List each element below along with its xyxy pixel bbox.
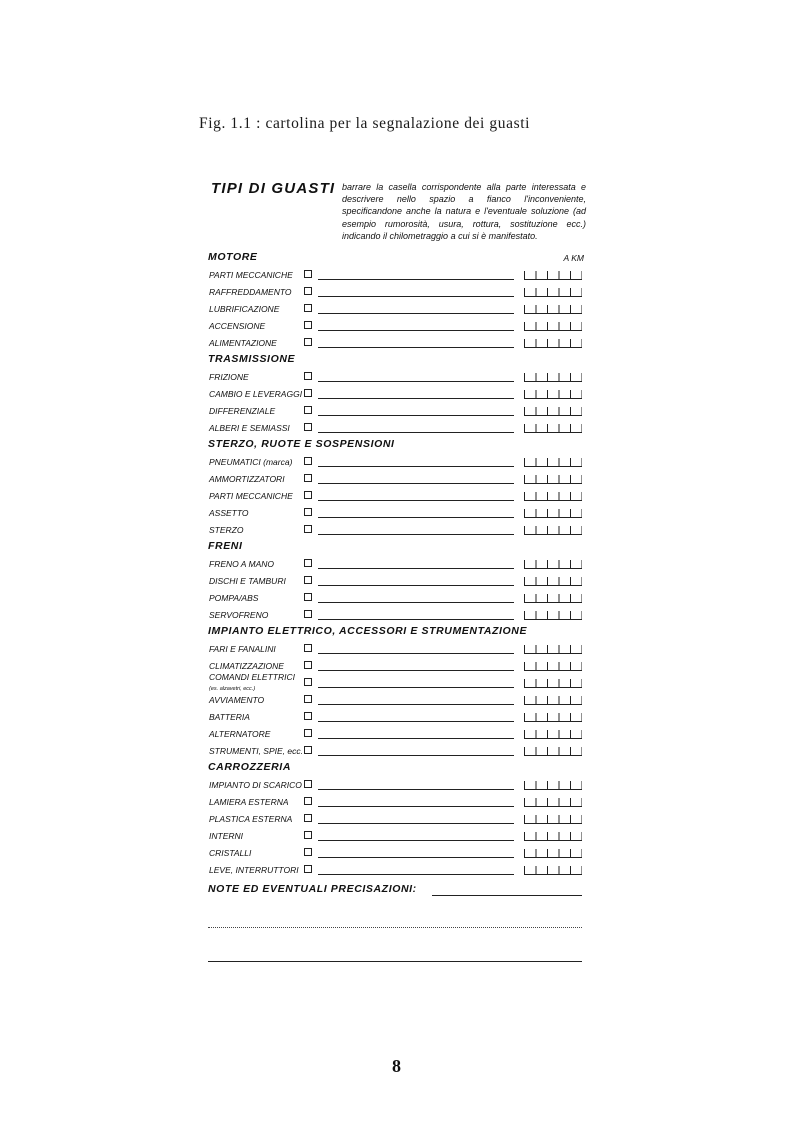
fault-item-row	[208, 571, 586, 588]
km-digit-boxes[interactable]	[524, 730, 582, 739]
description-line[interactable]	[318, 704, 514, 705]
fault-sections	[208, 248, 586, 877]
fault-item-row	[208, 265, 586, 282]
fault-checkbox[interactable]	[304, 559, 312, 567]
notes-section	[208, 879, 586, 901]
fault-checkbox[interactable]	[304, 491, 312, 499]
fault-checkbox[interactable]	[304, 593, 312, 601]
item-label: IMPIANTO DI SCARICO	[209, 780, 302, 790]
fault-item-row	[208, 384, 586, 401]
fault-checkbox[interactable]	[304, 304, 312, 312]
km-column-header: A KM	[563, 253, 584, 263]
description-line[interactable]	[318, 670, 514, 671]
item-label: BATTERIA	[209, 712, 250, 722]
item-label: FARI E FANALINI	[209, 644, 276, 654]
fault-item-row	[208, 452, 586, 469]
km-digit-boxes[interactable]	[524, 509, 582, 518]
km-digit-boxes[interactable]	[524, 526, 582, 535]
km-digit-boxes[interactable]	[524, 339, 582, 348]
section-title: STERZO, RUOTE E SOSPENSIONI	[208, 438, 395, 450]
km-digit-boxes[interactable]	[524, 849, 582, 858]
section-header	[208, 622, 586, 639]
km-digit-boxes[interactable]	[524, 781, 582, 790]
description-line[interactable]	[318, 534, 514, 535]
fault-item-row	[208, 588, 586, 605]
fault-checkbox[interactable]	[304, 270, 312, 278]
km-digit-boxes[interactable]	[524, 288, 582, 297]
km-digit-boxes[interactable]	[524, 645, 582, 654]
notes-line[interactable]	[208, 927, 582, 928]
section-title: CARROZZERIA	[208, 761, 292, 773]
fault-item-row	[208, 792, 586, 809]
item-label: LUBRIFICAZIONE	[209, 304, 280, 314]
item-label: LEVE, INTERRUTTORI	[209, 865, 299, 875]
item-label: POMPA/ABS	[209, 593, 259, 603]
item-label: COMANDI ELETTRICI	[209, 672, 295, 682]
description-line[interactable]	[318, 806, 514, 807]
description-line[interactable]	[318, 483, 514, 484]
description-line[interactable]	[318, 653, 514, 654]
fault-checkbox[interactable]	[304, 474, 312, 482]
fault-item-row	[208, 860, 586, 877]
km-digit-boxes[interactable]	[524, 373, 582, 382]
fault-checkbox[interactable]	[304, 389, 312, 397]
fault-checkbox[interactable]	[304, 729, 312, 737]
description-line[interactable]	[318, 347, 514, 348]
item-label: PARTI MECCANICHE	[209, 270, 293, 280]
item-label: PARTI MECCANICHE	[209, 491, 293, 501]
km-digit-boxes[interactable]	[524, 390, 582, 399]
description-line[interactable]	[318, 500, 514, 501]
km-digit-boxes[interactable]	[524, 271, 582, 280]
description-line[interactable]	[318, 296, 514, 297]
fault-item-row	[208, 707, 586, 724]
description-line[interactable]	[318, 840, 514, 841]
fault-item-row	[208, 656, 586, 673]
section-title: MOTORE	[208, 251, 258, 263]
description-line[interactable]	[318, 755, 514, 756]
item-label: DIFFERENZIALE	[209, 406, 276, 416]
km-digit-boxes[interactable]	[524, 832, 582, 841]
fault-item-row	[208, 554, 586, 571]
fault-checkbox[interactable]	[304, 848, 312, 856]
fault-item-row	[208, 809, 586, 826]
item-label: ACCENSIONE	[209, 321, 266, 331]
fault-checkbox[interactable]	[304, 338, 312, 346]
fault-item-row	[208, 520, 586, 537]
fault-item-row	[208, 724, 586, 741]
km-digit-boxes[interactable]	[524, 696, 582, 705]
fault-checkbox[interactable]	[304, 695, 312, 703]
description-line[interactable]	[318, 517, 514, 518]
fault-checkbox[interactable]	[304, 423, 312, 431]
fault-checkbox[interactable]	[304, 831, 312, 839]
fault-item-row	[208, 843, 586, 860]
description-line[interactable]	[318, 738, 514, 739]
item-label: ASSETTO	[209, 508, 249, 518]
section-header	[208, 248, 586, 265]
description-line[interactable]	[318, 585, 514, 586]
section-title: FRENI	[208, 540, 243, 552]
km-digit-boxes[interactable]	[524, 713, 582, 722]
fault-item-row	[208, 316, 586, 333]
item-label: INTERNI	[209, 831, 243, 841]
km-digit-boxes[interactable]	[524, 305, 582, 314]
fault-item-row	[208, 418, 586, 435]
item-label: ALBERI E SEMIASSI	[209, 423, 290, 433]
description-line[interactable]	[318, 432, 514, 433]
item-label: AMMORTIZZATORI	[209, 474, 285, 484]
fault-checkbox[interactable]	[304, 406, 312, 414]
fault-item-row	[208, 282, 586, 299]
description-line[interactable]	[318, 279, 514, 280]
item-label: ALIMENTAZIONE	[209, 338, 277, 348]
fault-item-row	[208, 605, 586, 622]
notes-line[interactable]	[208, 961, 582, 962]
fault-checkbox[interactable]	[304, 797, 312, 805]
description-line[interactable]	[318, 330, 514, 331]
fault-item-row	[208, 367, 586, 384]
fault-report-card	[208, 180, 586, 901]
km-digit-boxes[interactable]	[524, 611, 582, 620]
item-label: CRISTALLI	[209, 848, 252, 858]
fault-checkbox[interactable]	[304, 287, 312, 295]
km-digit-boxes[interactable]	[524, 407, 582, 416]
km-digit-boxes[interactable]	[524, 594, 582, 603]
item-label: FRENO A MANO	[209, 559, 275, 569]
fault-item-row	[208, 690, 586, 707]
item-label: PLASTICA ESTERNA	[209, 814, 293, 824]
section-header	[208, 435, 586, 452]
km-digit-boxes[interactable]	[524, 492, 582, 501]
fault-item-row	[208, 639, 586, 656]
card-header	[208, 180, 586, 248]
km-digit-boxes[interactable]	[524, 662, 582, 671]
item-label: STRUMENTI, SPIE, ecc.	[209, 746, 303, 756]
section-header	[208, 350, 586, 367]
item-label: ALTERNATORE	[209, 729, 271, 739]
description-line[interactable]	[318, 602, 514, 603]
fault-checkbox[interactable]	[304, 678, 312, 686]
description-line[interactable]	[318, 568, 514, 569]
km-digit-boxes[interactable]	[524, 798, 582, 807]
figure-caption: Fig. 1.1 : cartolina per la segnalazione dei guasti	[199, 115, 531, 132]
description-line[interactable]	[318, 789, 514, 790]
description-line[interactable]	[318, 381, 514, 382]
card-instructions: barrare la casella corrispondente alla parte interessata e descrivere nello spazio a fianco l'inconveniente, specificandone anche la natura e l'eventuale soluzione (ad esempio rumorosità, usura, rottura, sostituzione ecc.) indicando il chilometraggio a cui si è manifestato.	[342, 182, 586, 241]
fault-checkbox[interactable]	[304, 610, 312, 618]
item-label: AVVIAMENTO	[209, 695, 265, 705]
fault-item-row	[208, 741, 586, 758]
fault-item-row	[208, 503, 586, 520]
description-line[interactable]	[318, 874, 514, 875]
description-line[interactable]	[318, 721, 514, 722]
km-digit-boxes[interactable]	[524, 679, 582, 688]
section-header	[208, 537, 586, 554]
description-line[interactable]	[318, 415, 514, 416]
fault-checkbox[interactable]	[304, 525, 312, 533]
fault-item-row	[208, 401, 586, 418]
fault-checkbox[interactable]	[304, 865, 312, 873]
description-line[interactable]	[318, 687, 514, 688]
km-digit-boxes[interactable]	[524, 577, 582, 586]
item-label: LAMIERA ESTERNA	[209, 797, 289, 807]
description-line[interactable]	[318, 466, 514, 467]
fault-checkbox[interactable]	[304, 321, 312, 329]
item-label: CLIMATIZZAZIONE	[209, 661, 284, 671]
description-line[interactable]	[318, 398, 514, 399]
fault-checkbox[interactable]	[304, 780, 312, 788]
item-label: STERZO	[209, 525, 244, 535]
km-digit-boxes[interactable]	[524, 322, 582, 331]
item-label: DISCHI E TAMBURI	[209, 576, 286, 586]
section-title: IMPIANTO ELETTRICO, ACCESSORI E STRUMENTAZIONE	[208, 625, 528, 637]
km-digit-boxes[interactable]	[524, 475, 582, 484]
km-digit-boxes[interactable]	[524, 458, 582, 467]
km-digit-boxes[interactable]	[524, 815, 582, 824]
fault-item-row	[208, 469, 586, 486]
description-line[interactable]	[318, 619, 514, 620]
km-digit-boxes[interactable]	[524, 747, 582, 756]
fault-checkbox[interactable]	[304, 746, 312, 754]
item-sublabel: (es. alzavetri, ecc.)	[209, 686, 256, 692]
fault-checkbox[interactable]	[304, 576, 312, 584]
page-number: 8	[392, 1056, 401, 1076]
fault-item-row	[208, 826, 586, 843]
fault-item-row	[208, 333, 586, 350]
item-label: PNEUMATICI (marca)	[209, 457, 293, 467]
fault-checkbox[interactable]	[304, 372, 312, 380]
fault-checkbox[interactable]	[304, 661, 312, 669]
item-label: FRIZIONE	[209, 372, 249, 382]
item-label: RAFFREDDAMENTO	[209, 287, 292, 297]
notes-label: NOTE ED EVENTUALI PRECISAZIONI:	[208, 883, 417, 895]
fault-item-row	[208, 486, 586, 503]
item-label: SERVOFRENO	[209, 610, 269, 620]
km-digit-boxes[interactable]	[524, 424, 582, 433]
km-digit-boxes[interactable]	[524, 560, 582, 569]
description-line[interactable]	[318, 823, 514, 824]
fault-checkbox[interactable]	[304, 712, 312, 720]
card-title: TIPI DI GUASTI	[211, 180, 336, 197]
section-title: TRASMISSIONE	[208, 353, 296, 365]
notes-line[interactable]	[432, 895, 582, 896]
item-label: CAMBIO E LEVERAGGI	[209, 389, 303, 399]
fault-item-row	[208, 775, 586, 792]
section-header	[208, 758, 586, 775]
fault-item-row	[208, 299, 586, 316]
fault-checkbox[interactable]	[304, 644, 312, 652]
km-digit-boxes[interactable]	[524, 866, 582, 875]
fault-checkbox[interactable]	[304, 508, 312, 516]
fault-checkbox[interactable]	[304, 457, 312, 465]
fault-item-row	[208, 673, 586, 690]
fault-checkbox[interactable]	[304, 814, 312, 822]
description-line[interactable]	[318, 857, 514, 858]
description-line[interactable]	[318, 313, 514, 314]
